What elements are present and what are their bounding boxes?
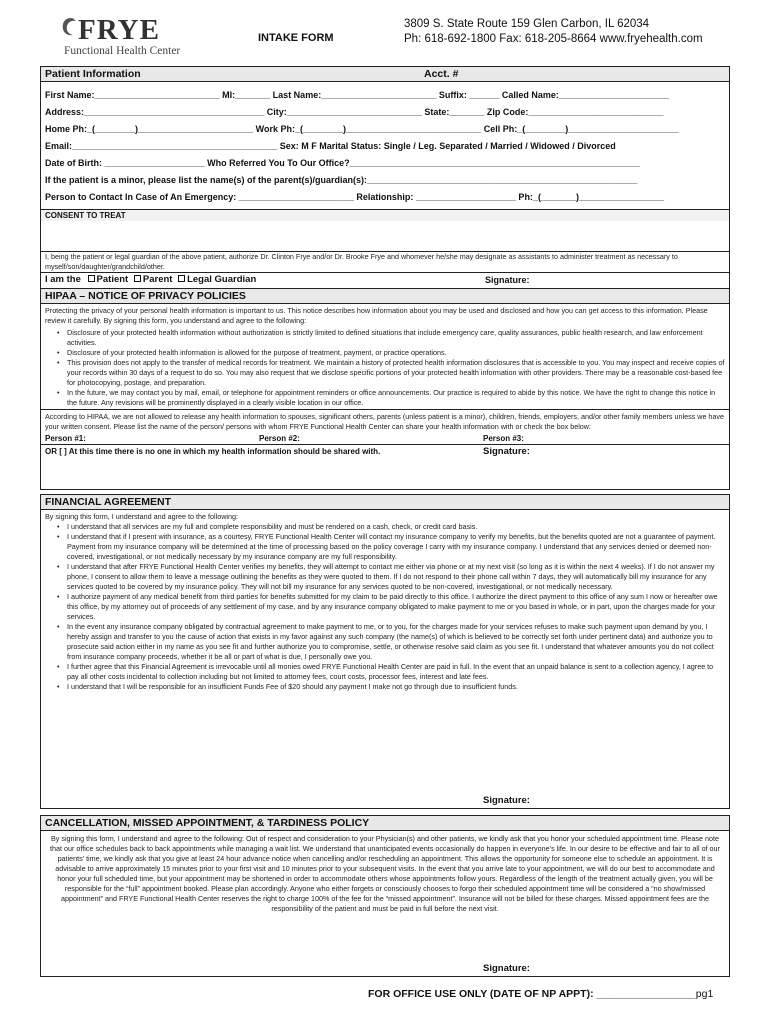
no-share-row — [41, 445, 729, 460]
list-item: • Disclosure of your protected health information is allowed for the purpose of treatment, payment, or practice operations. — [41, 348, 725, 358]
guardian-option-label: Legal Guardian — [187, 274, 257, 285]
list-item: • In the event any insurance company obligated by contractual agreement to make payment to me, or to you, for the charges made for your services refuses to make such payment upon demand by you, I hereby assign and transfer to you the cause of action that exists in my favor against any such company (the name(s) of which is believed to be correctly set forth under pertinent data) and authorize you to prosecute said action either in my name as you see fit and further authorize you to compromise, settle, or otherwise resolve said claim as you see fit. I understand that whatever amounts you do not collect from insurance company proceeds, whether it be all or part of what is due, I personally owe you. — [41, 622, 725, 662]
hipaa-bullets — [41, 328, 729, 408]
cancellation-text: By signing this form, I understand and agree to the following: Out of respect and consideration to your Physician(s) and other patients, we kindly ask that you honor your scheduled appointment time. Please note that our office schedules back to back appointments while managing a wait list. We understand that unanticipated events occasionally do happen in everyone’s life. In our desire to be effective and fair to all of our patients’ time, we kindly ask that you give at least 24 hour advance notice when cancelling and/or rescheduling an appointment. This allows the opportunity for someone else to schedule an appointment. It is advisable to arrive approximately 15 minutes prior to your first visit and 10 minutes prior to your subsequent visits. In the event that you arrive late to your appointment, we will do our best to accommodate and honor your full scheduled time, but your appointment may be shortened in order to accommodate others whose appointments follow yours. Regardless of the length of the treatment actually given, you will be responsible for the “full” appointment booked. Please plan accordingly. Anyone who either forgets or consciously chooses to forgo their scheduled appointment time will be considered a “no show/missed appointment” and FRYE Functional Health Center reserves the right to charge 100% of the fee for the “missed appointment”. Insurance will not be billed for these charges. Missed appointment fees are the responsibility of the patient and must be paid in full before the next visit. — [50, 834, 720, 913]
phone-fax-web: Ph: 618-692-1800 Fax: 618-205-8664 www.fryehealth.com — [404, 33, 703, 45]
dob-referral-line[interactable]: Date of Birth: ____________________ Who Referred You To Our Office?__________________________________________________________ — [45, 158, 640, 168]
logo-name: FRYE — [78, 14, 160, 46]
person2-field[interactable]: Person #2: — [259, 434, 300, 443]
account-number-label: Acct. # — [424, 68, 459, 80]
page-number: pg1 — [695, 988, 714, 1000]
hipaa-section — [40, 288, 730, 490]
address-fields-line[interactable]: Address:____________________________________ City:___________________________ State:_______ Zip Code:___________________________ — [45, 107, 664, 117]
patient-information-section — [40, 66, 730, 252]
cancellation-signature-label[interactable]: Signature: — [483, 963, 530, 974]
section-header: CANCELLATION, MISSED APPOINTMENT, & TARDINESS POLICY — [41, 816, 729, 831]
logo-subtitle: Functional Health Center — [64, 45, 181, 57]
person3-field[interactable]: Person #3: — [483, 434, 524, 443]
office-use-line — [368, 988, 713, 1000]
phone-fields-line[interactable]: Home Ph:_(________)_______________________ Work Ph:_(________)___________________________ Cell Ph:_(________)______________________ — [45, 124, 679, 134]
contact-block — [404, 17, 703, 47]
guardian-line[interactable]: If the patient is a minor, please list the name(s) of the parent(s)/guardian(s):______________________________________________________ — [45, 175, 638, 185]
form-title: INTAKE FORM — [258, 32, 334, 44]
iam-label: I am the — [45, 274, 81, 285]
list-item: • In the future, we may contact you by mail, email, or telephone for appointment reminders or office announcements. Our practice is required to abide by this notice. We have the right to change this notice in the future. Any revisions will be prominently displayed in a clearly visible location in our office. — [41, 388, 725, 408]
list-item: • I understand that after FRYE Functional Health Center verifies my benefits, they will attempt to contact me either via phone or at my next visit (so long as it is within the next 4 weeks). If I do not answer my phone, I consent to allow them to leave a message outlining the benefits as they were quoted to them. If I do not respond to their phone call within 7 days, they will automatically bill my insurance for any services quoted to be covered by my insurance policy. They will not bill my insurance for any services quoted to be non-covered, investigational, or not medically necessary. — [41, 562, 725, 592]
consent-title: CONSENT TO TREAT — [41, 209, 729, 221]
office-use-label[interactable]: FOR OFFICE USE ONLY (DATE OF NP APPT): _________________ — [368, 988, 696, 1000]
list-item: • I authorize payment of any medical benefit from third parties for benefits submitted for my claim to be paid directly to this office. I authorize the direct payment to this office of any sum I now or hereafter owe this office, by my attorney out of proceeds of any settlement of my case, and by any insurance company obligated to make payment to me or you based in whole, or in part, upon the charges made for your services. — [41, 592, 725, 622]
list-item: • Disclosure of your protected health information without authorization is strictly limited to defined situations that include emergency care, quality assurances, public health research, and law enforcement activities. — [41, 328, 725, 348]
parent-option-label: Parent — [142, 274, 173, 285]
patient-option-label: Patient — [96, 274, 129, 285]
guardian-checkbox[interactable] — [178, 275, 185, 282]
page-header — [0, 0, 770, 66]
financial-agreement-section — [40, 494, 730, 809]
consent-text: I, being the patient or legal guardian of the above patient, authorize Dr. Clinton Frye and/or Dr. Brooke Frye and whomever he/she may designate as assistants to administer treatment as necessary to myself/son/daughter/grandchild/other. — [45, 252, 678, 271]
cancellation-policy-section — [40, 815, 730, 977]
patient-checkbox[interactable] — [88, 275, 95, 282]
financial-bullets — [41, 522, 729, 692]
list-item: • I understand that if I present with insurance, as a courtesy, FRYE Functional Health Center will contact my insurance company to verify my benefits, but the benefits quoted are not a guarantee of payment. Payment from my insurance company will be determined at the time of processing based on the policy coverage I carry with my insurance company. I understand that any services denied or deemed non-covered, investigational, or not medically necessary by my insurance company are my full responsibility. — [41, 532, 725, 562]
consent-options-row — [40, 252, 730, 269]
email-sex-marital-line[interactable]: Email:_________________________________________ Sex: M F Marital Status: Single / Leg. Separated / Married / Widowed / Divorced — [45, 141, 616, 151]
list-item: • I understand that all services are my full and complete responsibility and must be rendered on a cash, check, or credit card basis. — [41, 522, 725, 532]
list-item: • I further agree that this Financial Agreement is irrevocable until all monies owed FRYE Functional Health Center are paid in full. In the event that an unpaid balance is sent to a collection agency, I agree to pay all other costs incidental to collection including but not limited to attorney fees, court costs, processor fees, interest and late fees. — [41, 662, 725, 682]
hipaa-intro: Protecting the privacy of your personal health information is important to us. This notice describes how information about you may be used and disclosed and how you can get access to this information. Please review it carefully. By signing this form, you understand and agree to the following: — [45, 306, 708, 325]
list-item: • I understand that I will be responsible for an insufficient Funds Fee of $20 should any payment I make not go through due to insufficient funds. — [41, 682, 725, 692]
emergency-contact-line[interactable]: Person to Contact In Case of An Emergency: _______________________ Relationship: ____________________ Ph:_(_______)_________________ — [45, 192, 665, 202]
hipaa-signature-label[interactable]: Signature: — [483, 446, 530, 457]
name-fields-line[interactable]: First Name:_________________________ MI:_______ Last Name:_______________________ Suffix: ______ Called Name:______________________ — [45, 90, 669, 100]
no-share-checkbox-label[interactable]: OR [ ] At this time there is no one in which my health information should be shared with. — [45, 447, 381, 456]
guardian-type-row — [40, 272, 730, 288]
parent-checkbox[interactable] — [134, 275, 141, 282]
list-item: • This provision does not apply to the transfer of medical records for treatment. We maintain a history of protected health information disclosures that is accessible to you. You may inspect and receive copies of your records within 30 days of a request to do so. You may also request that we disclose specific portions of your protected health information with other providers. There may be a reasonable cost-based fee for photocopying, postage, and preparation. — [41, 358, 725, 388]
person1-field[interactable]: Person #1: — [45, 434, 86, 443]
consent-signature-label[interactable]: Signature: — [485, 275, 530, 285]
section-title: Patient Information — [45, 68, 141, 80]
section-header — [41, 67, 729, 82]
section-header: FINANCIAL AGREEMENT — [41, 495, 729, 510]
section-header: HIPAA – NOTICE OF PRIVACY POLICIES — [41, 289, 729, 304]
financial-signature-label[interactable]: Signature: — [483, 795, 530, 806]
hipaa-according-text: According to HIPAA, we are not allowed to release any health information to spouses, significant others, parents (unless patient is a minor), children, friends, employers, and/or other family members unless we have your written consent. Please list the name of the person/ persons with whom FRYE Functional Health Center can share your health information with or check the box below: — [41, 409, 729, 434]
financial-intro: By signing this form, I understand and agree to the following: — [45, 512, 238, 521]
address-text: 3809 S. State Route 159 Glen Carbon, IL 62034 — [404, 18, 650, 30]
persons-row — [41, 434, 729, 445]
